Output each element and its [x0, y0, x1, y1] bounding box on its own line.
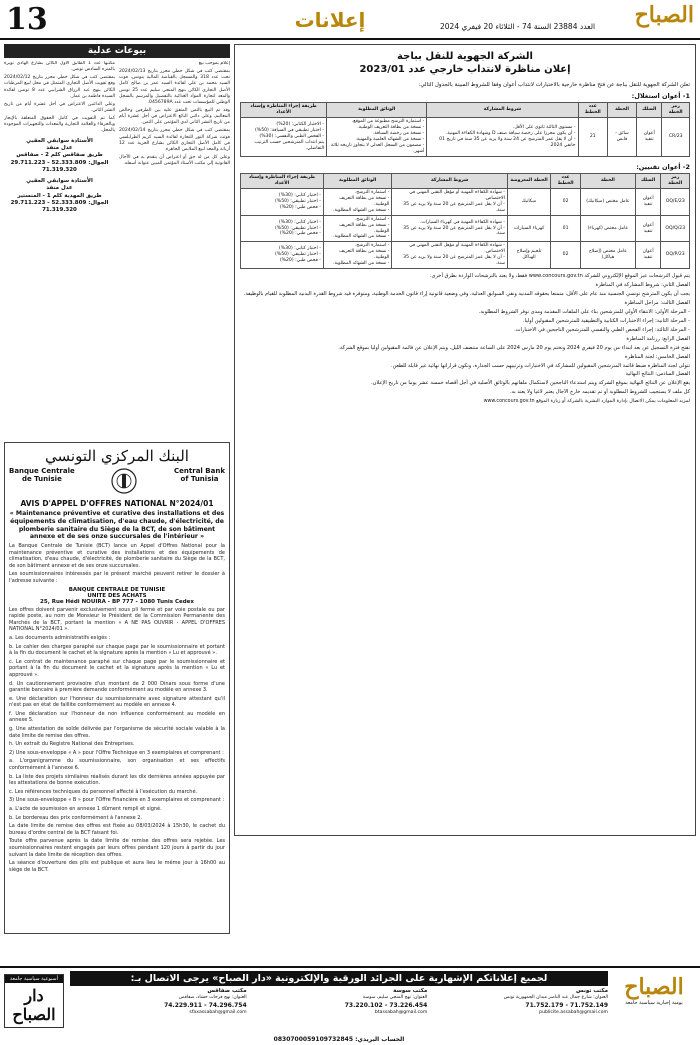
- office-address: العنوان: شارع جمال عبد الناصر ميدان الجمهورية تونس: [503, 995, 608, 1001]
- bank-name-english: Central Bank of Tunisia: [174, 467, 225, 484]
- tender-paragraph: Les offres doivent parvenir exclusivement sous pli fermé et par voie postale ou par rapide poste, au nom de Monsieur le Président de la Commission Permanente des Marchés de la BCT, portant la mention « A NE PAS OUVRIR - APPEL D'OFFRES NATIONAL N°2024/01 ».: [9, 606, 225, 633]
- footer-postal-account: الحساب البريدي: 0830700059109732845: [273, 1036, 405, 1043]
- sales-paragraph: بمقتضى كتب في شكل خطي محرر بتاريخ 2024/02/14 فوتت شركة النور للتجارة لفائدة السيد كريم الطرابلسي في كامل الأصل التجاري الكائن بشارع الحرية عدد 12 أريانة والمعد لبيع الملابس الجاهزة.: [119, 128, 230, 152]
- page-footer: [0, 966, 700, 1045]
- table-operations-staff: [240, 102, 690, 157]
- office-title: مكتب سوسة: [393, 988, 428, 994]
- table-cell: عامل مختص (كهرباء): [581, 215, 636, 242]
- section-1-label: 1- أعوان استغلال:: [631, 92, 690, 100]
- bank-tender-notice: [4, 442, 230, 934]
- table-row: [241, 188, 690, 215]
- table-header-cell: السلك: [637, 103, 662, 118]
- table-cell: - استمارة الترشح مطبوعة من الموقع. - نسخة من بطاقة التعريف الوطنية. - نسخة من رخصة السياقة. - نسخة من الشهائد العلمية والمهنية. - مضمون من السجل العدلي لا يتجاوز تاريخه ثلاثة أشهر.: [327, 117, 427, 156]
- notary-2: الأستاذة سوابقي العقبي عدل منفذ طريق المهدية كلم 1 - المنستير الجوال: 52.333.809 - 29.711.223 71.319.320: [10, 177, 109, 214]
- table-row: [241, 117, 690, 156]
- table-row: [241, 215, 690, 242]
- announcement-paragraph: الفصل الثالث: مراحل المناظرة: [624, 300, 690, 307]
- table-cell: - اختبار كتابي: (30%) - اختبار تطبيقي: (50%) - فحص طبي: (20%): [241, 215, 324, 242]
- sales-paragraph: وعلى كل من له حق أو اعتراض أن يتقدم به في الآجال القانونية إلى مكتب الأستاذ المؤتمن المبين عنوانه أسفله.: [119, 154, 230, 167]
- table-header-row: [241, 103, 690, 118]
- table-cell: - الاختبار الكتابي: (20%) - اختبار تطبيقي في السياقة: (50%) - الفحص الطبي والنفسي: (30%) يتم انتداب المترشحين حسب الترتيب التفاضلي.: [241, 117, 327, 156]
- tender-paragraph: g. Une attestation de solde délivrée par l'organisme de sécurité sociale valable à la date limite de remise des offres.: [9, 726, 225, 739]
- table-cell: أعوان تنفيذ: [635, 188, 661, 215]
- sales-paragraph: مكتبها عدد 1 الطابق الأول الكائن بشارع الهادي نويرة بالمنزه السادس تونس.: [4, 61, 116, 73]
- sales-left-text: [4, 61, 115, 135]
- table-header-cell: شروط المشاركة: [427, 103, 578, 118]
- footer-office: [70, 988, 247, 1016]
- tender-address: BANQUE CENTRALE DE TUNISIE UNITE DES ACHATS 25, Rue Hédi NOUIRA - BP 777 - 1080 Tunis Cedex: [40, 586, 194, 605]
- announcement-paragraph: الفصل الخامس: لجنة المناظرة: [624, 353, 690, 360]
- announcement-paragraph: تتولى لجنة المناظرة ضبط قائمة المترشحين المقبولين للمشاركة في الاختبارات وترتيبهم حسب الجدارة، وتكون قراراتها نهائية غير قابلة للطعن.: [391, 362, 690, 369]
- tender-paragraph: h. Un extrait du Registre National des Entreprises.: [9, 741, 135, 748]
- office-phone: 71.752.179 - 71.752.149: [525, 1001, 608, 1009]
- announcement-paragraph: الفصل السادس: النتائج النهائية: [625, 371, 690, 378]
- issue-line: العدد 23884 السنة 74 - الثلاثاء 20 فيفري 2024: [440, 22, 596, 31]
- table-cell: - شهادة الكفاءة المهنية في كهرباء السيارات. - أن لا يقل عمر المترشح عن 20 سنة ولا يزيد عن 35 سنة.: [392, 215, 508, 242]
- table-row: [241, 242, 690, 269]
- footer-offices: [70, 988, 608, 1016]
- newspaper-logo: الصباح: [634, 2, 694, 28]
- table-cell: OQ/P/23: [661, 242, 690, 269]
- sales-right-text: [119, 61, 230, 167]
- announcement-paragraph: يجب أن يكون المترشح تونسي الجنسية منذ عام على الأقل، متمتعا بحقوقه المدنية ونقي السوابق العدلية، وفي وضعية قانونية إزاء قانون الخدمة الوطنية، ومتوفرة فيه شروط القدرة البدنية المطلوبة للقيام بالوظيفة.: [243, 291, 690, 298]
- tender-subject: « Maintenance préventive et curative des installations et des équipements de climatisation, d'eau chaude, d'électricité, de plomberie sanitaire du Siège de la BCT, de son bâtiment annexe et de ses onze succursales de l'intérieur »: [9, 510, 225, 541]
- main-column: [234, 44, 696, 836]
- table-cell: CR/23: [662, 117, 690, 156]
- sales-title: بيوعات عدلية: [4, 44, 230, 58]
- table-cell: عامل مختص (ميكانيك): [581, 188, 636, 215]
- table-cell: تلحيم وإصلاح الهياكل: [507, 242, 550, 269]
- table-header-cell: عدد الخطط: [551, 173, 581, 188]
- announcement-title: الشركة الجهوية للنقل بباجة إعلان مناظرة لانتداب خارجي عدد 2023/01: [359, 51, 571, 75]
- bank-name-french: Banque Centrale de Tunisie: [9, 467, 75, 484]
- announcement-paragraph: الفصل الرابع: رزنامة المناظرة: [626, 335, 690, 342]
- office-title: مكتب صفاقس: [207, 988, 247, 994]
- table-header-cell: الوثائق المطلوبة: [327, 103, 427, 118]
- sales-paragraph: بمقتضى كتب في شكل خطي محرر بتاريخ 2024/02/12 وقع تفويت الأصل التجاري المتمثل في محل لبيع المرطبات الكائن بنهج عبد الرزاق الشرايبي عدد 8 تونس لفائدة السيدة فاطمة بن عمار.: [4, 75, 115, 99]
- table-cell: ميكانيك: [507, 188, 550, 215]
- table-cell: 21: [578, 117, 608, 156]
- table-cell: - مستوى الثالثة ثانوي على الأقل. - أن يكون محرزا على رخصة سياقة صنف D وشهادة الكفاءة المهنية. - أن لا يقل عمر المترشح عن 24 سنة ولا يزيد عن 35 سنة في تاريخ 01 جانفي 2024.: [427, 117, 578, 156]
- table-cell: عامل مختص (إصلاح هياكل): [581, 242, 636, 269]
- footer-weekly-logo: أسبوعية سياسية جامعة دار الصباح: [4, 974, 64, 1028]
- tender-paragraph: b. Le bordereau des prix conformément à l'annexe 2.: [9, 814, 143, 821]
- tender-heading: AVIS D'APPEL D'OFFRES NATIONAL N°2024/01: [20, 499, 214, 508]
- table-header-cell: عدد الخطط: [578, 103, 608, 118]
- tender-paragraph: e. Une déclaration sur l'honneur du soumissionnaire avec signature attestant qu'il n'est pas en état de faillite conformément au modèle en annexe 4.: [9, 695, 225, 709]
- tender-paragraph: 3) Une sous-enveloppe « B » pour l'Offre Financière en 3 exemplaires et comprenant :: [9, 797, 225, 804]
- tender-paragraph: La date limite de remise des offres est fixée au 08/03/2024 à 15h30, le cachet du bureau d'ordre central de la BCT faisant foi.: [9, 823, 225, 836]
- table-cell: أعوان تنفيذ: [635, 215, 661, 242]
- tender-body: La Banque Centrale de Tunisie (BCT) lance un Appel d'Offres National pour la maintenance préventive et curative des installations et des équipements de climatisation, d'eau chaude, d'électricité, de plomberie sanitaire du Siège de la BCT, de son bâtiment annexe et de ses onze succursales. Les soumissionnaires intéressés par le présent marché peuvent retirer le dossier à l'adresse suivante :: [9, 543, 225, 584]
- office-phone: 74.229.911 - 74.296.754: [164, 1001, 247, 1009]
- announcement-paragraph: يتم قبول الترشحات عبر الموقع الإلكتروني للشركة www.concours.gov.tn فقط، ولا يعتد بالترشحات الواردة بطرق أخرى.: [429, 273, 690, 280]
- table-cell: - شهادة الكفاءة المهنية أو مؤهل التقني المهني في الاختصاص. - أن لا يقل عمر المترشح عن 20 سنة ولا يزيد عن 35 سنة.: [392, 188, 508, 215]
- table-header-row: [241, 173, 690, 188]
- announcement-paragraph: - المرحلة الأولى: الانتقاء الأولي للمترشحين بناء على الملفات المقدمة ومدى توفر الشروط المطلوبة.: [478, 309, 690, 315]
- table-cell: 02: [551, 188, 581, 215]
- announcement-paragraph: كل ملف لا يستجيب للشروط المطلوبة أو تم تقديمه خارج الآجال يعتبر لاغيا ولا يعتد به.: [509, 389, 690, 396]
- announcement-paragraph: - المرحلة الثانية: إجراء الاختبارات الكتابية والتطبيقية للمترشحين المقبولين أوليا.: [523, 317, 690, 324]
- tender-paragraph: La séance d'ouverture des plis est publique et aura lieu le même jour à 16h00 au siège de la BCT.: [9, 860, 225, 873]
- page-number: 13: [6, 2, 48, 37]
- table-header-cell: رمز الخطة: [662, 103, 690, 118]
- tender-paragraph: c. Les références techniques du personnel affecté à l'exécution du marché.: [9, 788, 198, 795]
- tender-paragraph: 2) Une sous-enveloppe « A » pour l'Offre Technique en 3 exemplaires et comprenant :: [9, 749, 224, 756]
- section-2-label: 2- أعوان تقنيين:: [636, 162, 690, 171]
- table-cell: - استمارة الترشح. - نسخة من بطاقة التعريف الوطنية. - نسخة من الشهائد المطلوبة.: [323, 215, 392, 242]
- office-title: مكتب تونس: [576, 988, 608, 994]
- announcement-paragraph: يقع الإعلان عن النتائج النهائية بموقع الشركة ويتم استدعاء الناجحين لاستكمال ملفاتهم بالوثائق الأصلية في أجل أقصاه خمسة عشر يوما من تاريخ الإعلان.: [371, 380, 690, 387]
- footer-office: [431, 988, 608, 1016]
- bank-emblem-icon: [110, 467, 138, 495]
- page-header: [0, 0, 700, 40]
- tender-paragraph: d. Un cautionnement provisoire d'un montant de 2 000 Dinars sous forme d'une garantie bancaire à première demande conformément au modèle en annexe 3.: [9, 680, 225, 694]
- table-header-cell: السلك: [635, 173, 661, 188]
- table-cell: OQ/Q/23: [661, 215, 690, 242]
- table-body: [241, 188, 690, 269]
- table-cell: كهرباء السيارات: [507, 215, 550, 242]
- footer-logo: الصباح يومية إخبارية سياسية جامعة: [624, 974, 684, 1006]
- table-cell: - استمارة الترشح. - نسخة من بطاقة التعريف الوطنية. - نسخة من الشهائد المطلوبة.: [323, 188, 392, 215]
- tender-conditions: [9, 607, 225, 874]
- tender-paragraph: b. La liste des projets similaires réalisés durant les dix dernières années appuyée par les attestations de bonne exécution.: [9, 773, 225, 787]
- section-title: إعلانات: [294, 8, 366, 32]
- table-cell: - شهادة الكفاءة المهنية أو مؤهل التقني المهني في الاختصاص. - أن لا يقل عمر المترشح عن 20 سنة ولا يزيد عن 35 سنة.: [392, 242, 508, 269]
- announcement-footnote: لمزيد المعلومات يمكن الاتصال بإدارة الموارد البشرية بالشركة أو زيارة الموقع www.concours.gov.tn: [483, 399, 690, 405]
- announcement-paragraph: الفصل الثاني: شروط المشاركة في المناظرة: [595, 282, 690, 289]
- tender-paragraph: a. L'acte de soumission en annexe 1 dûment rempli et signé.: [9, 806, 162, 812]
- left-column: [4, 44, 230, 934]
- tender-paragraph: a. Les documents administratifs exigés :: [9, 634, 111, 641]
- table-header-cell: الوثائق المطلوبة: [323, 173, 392, 188]
- tender-paragraph: f. Une déclaration sur l'honneur de non influence conformément au modèle en annexe 5.: [9, 710, 225, 724]
- office-address: العنوان: نهج فرحات حشاد، صفاقس: [178, 995, 247, 1001]
- sales-paragraph: كما تم التفويت في كامل الحقوق المتعلقة بالإيجار وبالحرفاء والعلامة التجارية والمعدات والتجهيزات الموجودة بالمحل.: [4, 116, 115, 134]
- sales-paragraph: إعلام بموجب بيع: [198, 61, 230, 66]
- announcement-paragraph: - المرحلة الثالثة: إجراء الفحص الطبي والنفسي للمترشحين الناجحين في الاختبارات.: [514, 326, 690, 333]
- table-header-cell: الخطة المعروضة: [507, 173, 550, 188]
- table-header-cell: طريقة إجراء المناظرة وإسناد الأعداد: [241, 103, 327, 118]
- office-email: btassabah@gmail.com: [374, 1009, 428, 1015]
- sales-col-right: [119, 61, 230, 436]
- announcement-paragraph: تفتح فترة التسجيل عن بعد ابتداء من يوم 20 فيفري 2024 وتختم يوم 20 مارس 2024 على الساعة منتصف الليل، ويتم الإعلان عن قائمة المقبولين أوليا بموقع الشركة.: [338, 344, 690, 351]
- table-cell: سائق - قابض: [608, 117, 637, 156]
- tender-paragraph: c. Le contrat de maintenance paraphé sur chaque page par le soumissionnaire et portant à la fin du document le cachet et la signature après la mention « Lu et approuvé ».: [9, 658, 225, 678]
- footer-headline: لجميع إعلاناتكم الإشهارية على الجرائد الورقية والإلكترونية «دار الصباح» يرجى الاتصال بـ:: [70, 971, 608, 986]
- announcement-body: [240, 273, 690, 396]
- table-cell: - اختبار كتابي: (30%) - اختبار تطبيقي: (50%) - فحص طبي: (20%): [241, 188, 324, 215]
- notary-1: الأستاذة سوابقي العقبي عدل منفذ طريق صفاقس كلم 2 - صفاقس الجوال: 52.333.809 - 29.711.223 71.319.320: [10, 137, 109, 174]
- sales-paragraph: وعلى الدائنين الاعتراض في أجل عشرة أيام من تاريخ النشر الثاني.: [4, 101, 115, 113]
- table-header-cell: الخطة: [608, 103, 637, 118]
- table-cell: - استمارة الترشح. - نسخة من بطاقة التعريف الوطنية. - نسخة من الشهائد المطلوبة.: [323, 242, 392, 269]
- recruitment-announcement: [234, 44, 696, 836]
- table-header-cell: الخطة: [581, 173, 636, 188]
- table-header-cell: طريقة إجراء المناظرة وإسناد الأعداد: [241, 173, 324, 188]
- bank-names: [9, 467, 225, 495]
- sales-paragraph: وقد تم البيع بالثمن المتفق عليه بين الطرفين وخالص المعاليم، وعلى دائني البائع الاعتراض في أجل عشرة أيام من تاريخ النشر الثاني لدى المؤتمن على الثمن.: [119, 107, 230, 126]
- footer-office: [251, 988, 428, 1016]
- office-email: publicite.assabah@gmail.com: [539, 1009, 608, 1015]
- sales-notices: [4, 61, 230, 436]
- tender-paragraph: b. Le cahier des charges paraphé sur chaque page par le soumissionnaire et portant à la fin du document le cachet et la signature après la mention « Lu et approuvé ».: [9, 643, 225, 657]
- table-header-cell: شروط المشاركة: [392, 173, 508, 188]
- sales-paragraph: بمقتضى كتب في شكل خطي محرر بتاريخ 2024/02/13 تحت عدد 318 والمسجل بالقباضة المالية بتونس، فوت السيد محمد بن علي لفائدة السيد عمر بن صالح كامل الأصل التجاري الكائن بنهج المنجي سليم عدد 25 تونس والمعد لتجارة المواد الغذائية بالتفصيل والمرسم بالسجل الوطني للمؤسسات تحت عدد 0456789A.: [119, 69, 230, 105]
- sales-col-left: [4, 61, 115, 436]
- table-cell: OQ/E/23: [661, 188, 690, 215]
- table-cell: 02: [551, 242, 581, 269]
- table-cell: أعوان تنفيذ: [635, 242, 661, 269]
- office-email: sfaxassabah@gmail.com: [189, 1009, 247, 1015]
- office-address: العنوان: نهج المنجي سليم، سوسة: [362, 995, 428, 1001]
- announcement-intro: تعلن الشركة الجهوية للنقل بباجة عن فتح مناظرة خارجية بالاختبارات لانتداب أعوان وفقا للشروط المبينة بالجدول التالي:: [418, 82, 690, 88]
- bank-name-arabic: البنك المركزي التونسي: [45, 447, 189, 465]
- table-technical-staff: [240, 173, 690, 270]
- table-cell: - اختبار كتابي: (30%) - اختبار تطبيقي: (50%) - فحص طبي: (20%): [241, 242, 324, 269]
- tender-paragraph: Toute offre parvenue après la date limite de remise des offres sera rejetée. Les soumissionnaires restent engagés par leurs offres pendant 120 jours à partir du jour suivant la date limite de réception des offres.: [9, 838, 225, 858]
- table-cell: أعوان تنفيذ: [637, 117, 662, 156]
- tender-paragraph: a. L'organigramme du soumissionnaire, son organisation et ses effectifs conformément à l'annexe 6.: [9, 758, 225, 772]
- table-header-cell: رمز الخطة: [661, 173, 690, 188]
- table-cell: 01: [551, 215, 581, 242]
- office-phone: 73.220.102 - 73.226.454: [344, 1001, 428, 1009]
